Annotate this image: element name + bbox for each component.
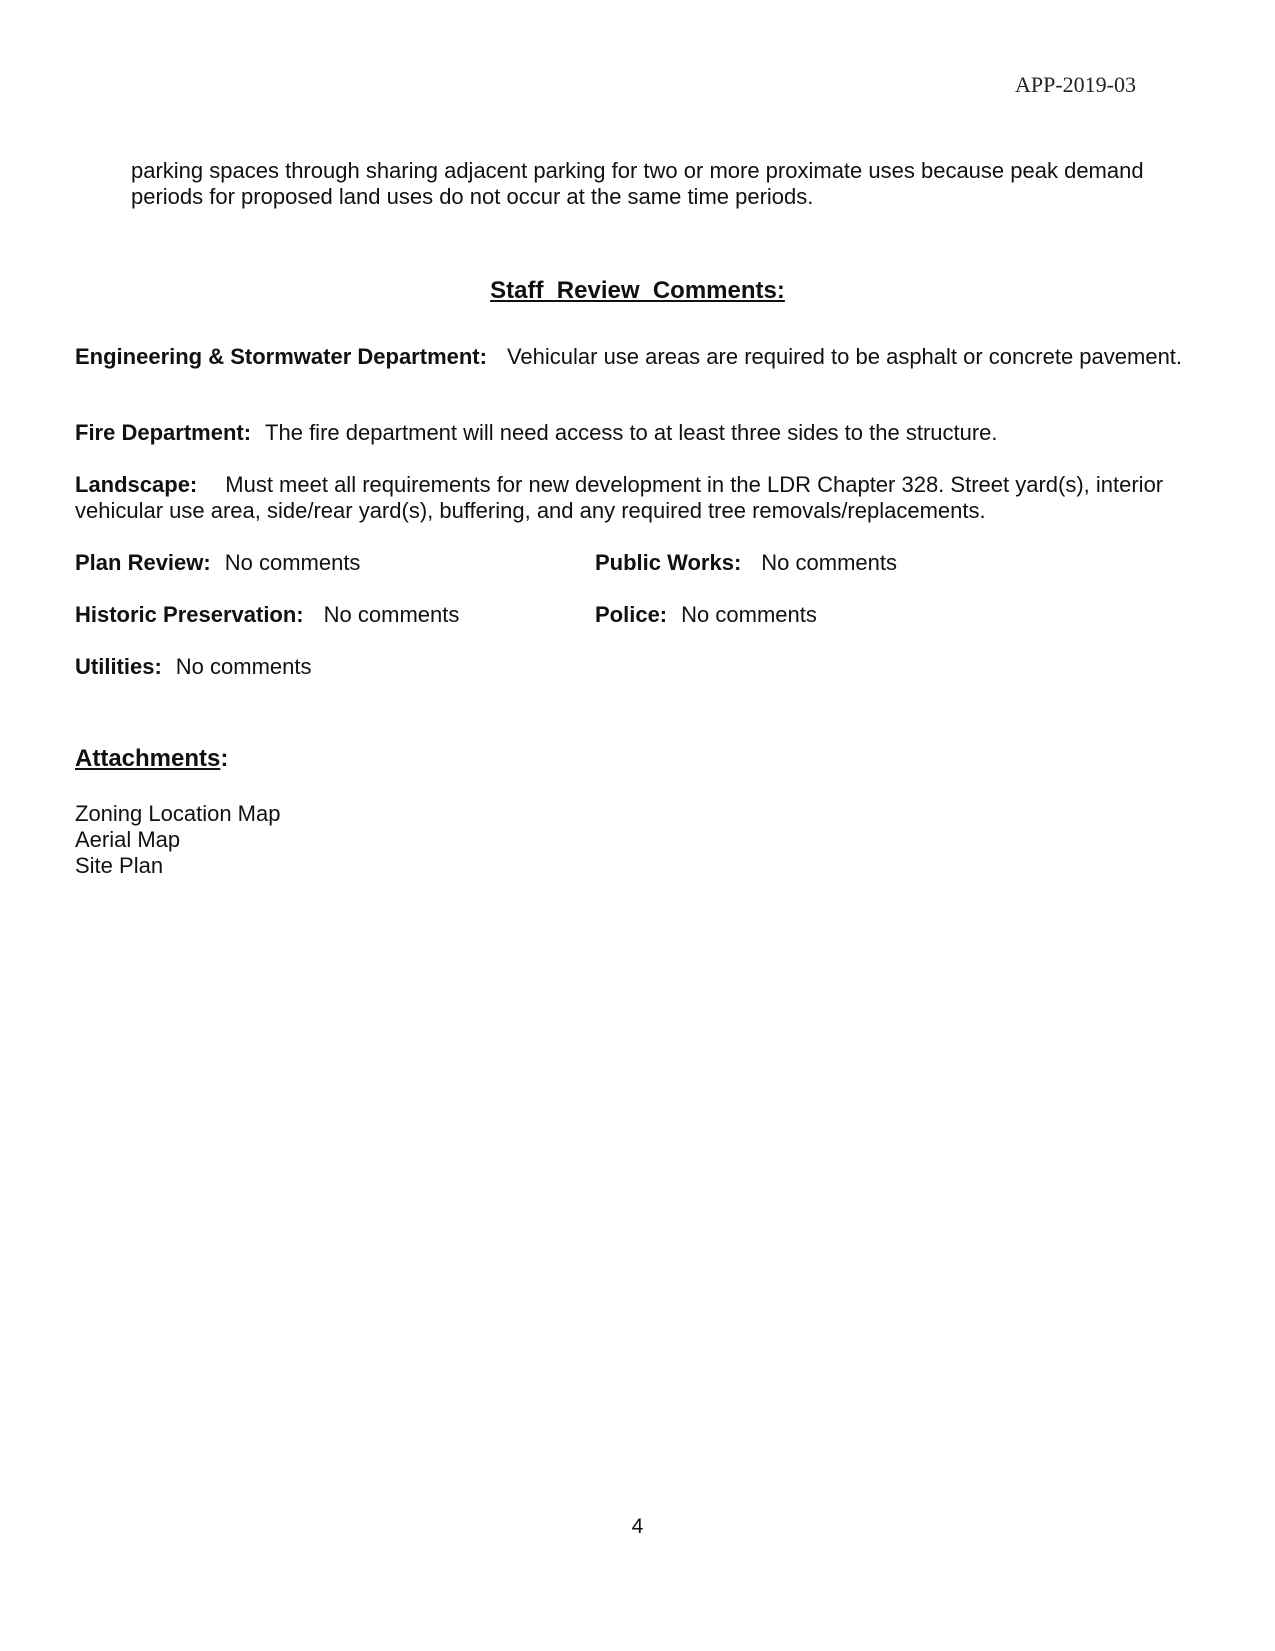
attachment-item: Site Plan xyxy=(75,853,164,878)
public-works-text: No comments xyxy=(761,550,898,575)
police-comment xyxy=(595,602,817,628)
historic-preservation-label: Historic Preservation: xyxy=(75,602,304,627)
attachment-item: Aerial Map xyxy=(75,827,181,852)
utilities-label: Utilities: xyxy=(75,654,162,679)
plan-review-comment xyxy=(75,550,360,576)
page-number: 4 xyxy=(631,1515,644,1538)
engineering-text: Vehicular use areas are required to be asphalt or concrete pavement. xyxy=(506,344,1183,369)
utilities-comment xyxy=(75,654,312,680)
continuation-paragraph: parking spaces through sharing adjacent parking for two or more proximate uses because peak demand periods for proposed land uses do not occur at the same time periods. xyxy=(131,158,1144,209)
fire-label: Fire Department: xyxy=(75,420,252,445)
fire-comment xyxy=(75,420,1205,446)
attachments-list xyxy=(75,801,280,879)
historic-preservation-comment xyxy=(75,602,459,628)
attachments-heading xyxy=(75,745,228,773)
landscape-text: Must meet all requirements for new development in the LDR Chapter 328. Street yard(s), interior vehicular use area, side/rear yard(s), buffering, and any required tree removals/replacements. xyxy=(75,472,1164,523)
public-works-comment xyxy=(595,550,897,576)
police-text: No comments xyxy=(681,602,817,627)
plan-review-label: Plan Review: xyxy=(75,550,211,575)
police-label: Police: xyxy=(595,602,668,627)
attachments-heading-text: Attachments xyxy=(75,745,221,772)
attachments-heading-colon: : xyxy=(220,745,229,772)
staff-review-title: Staff Review Comments: xyxy=(490,277,785,304)
engineering-comment xyxy=(75,344,1205,370)
fire-text: The fire department will need access to at least three sides to the structure. xyxy=(265,420,998,445)
landscape-label: Landscape: xyxy=(75,472,198,497)
utilities-text: No comments xyxy=(175,654,312,679)
attachment-item: Zoning Location Map xyxy=(75,801,281,826)
landscape-comment xyxy=(75,472,1205,524)
historic-preservation-text: No comments xyxy=(323,602,460,627)
public-works-label: Public Works: xyxy=(595,550,742,575)
engineering-label: Engineering & Stormwater Department: xyxy=(75,344,487,369)
document-id: APP-2019-03 xyxy=(1014,72,1136,97)
plan-review-text: No comments xyxy=(224,550,361,575)
